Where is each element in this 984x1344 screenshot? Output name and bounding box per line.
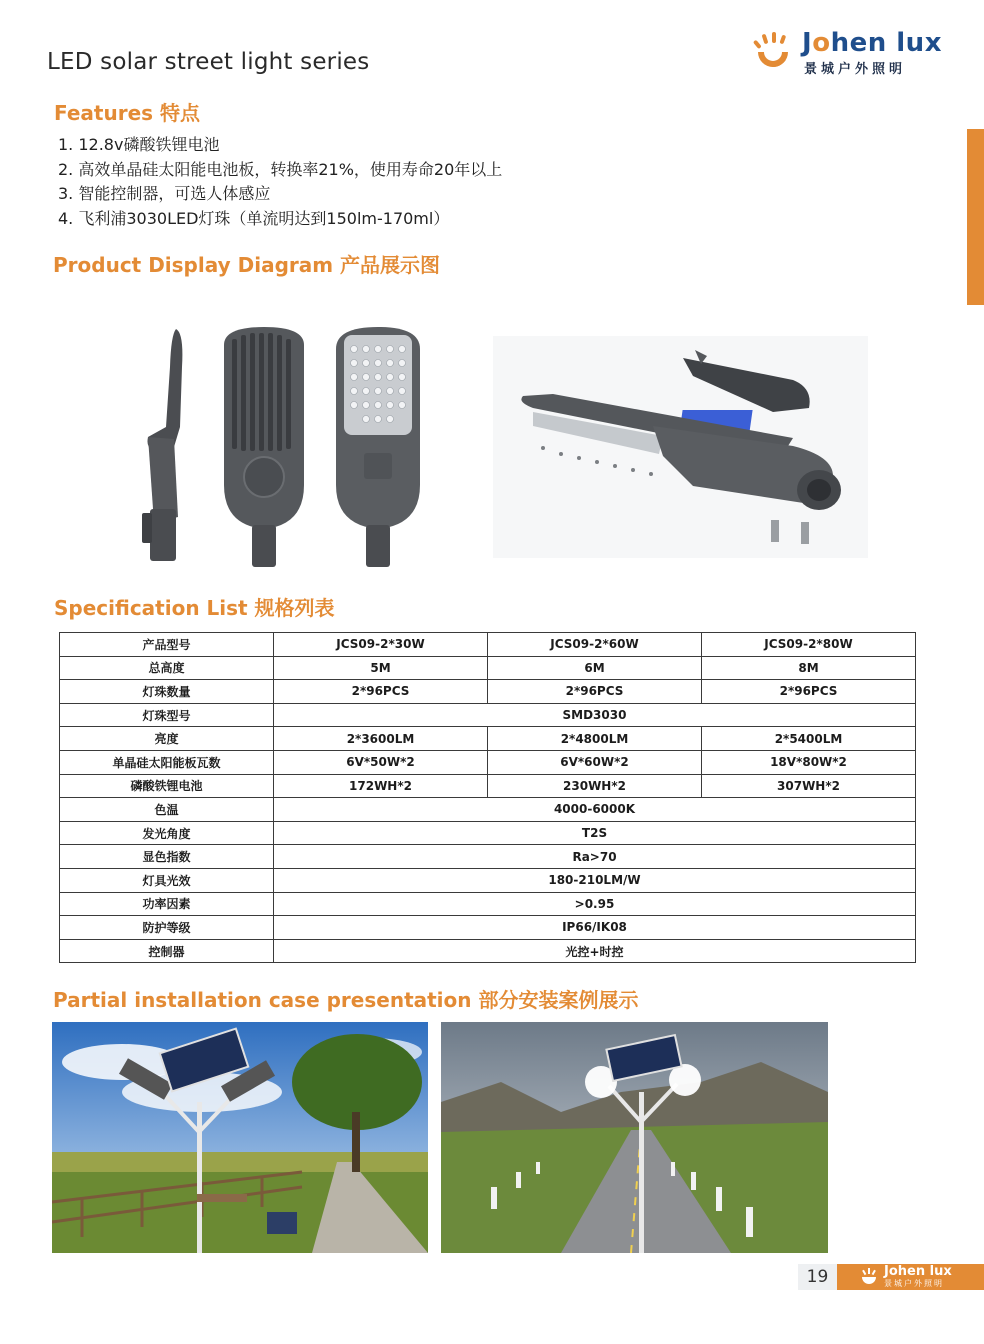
spec-value-cell: 2*3600LM: [274, 727, 488, 751]
spec-value-cell: 6V*50W*2: [274, 750, 488, 774]
spec-value-cell: 2*4800LM: [488, 727, 702, 751]
spec-table: [59, 632, 916, 963]
installation-case-photo-2: [441, 1022, 828, 1253]
spec-label-cell: 灯珠数量: [60, 680, 274, 704]
page-title: LED solar street light series: [47, 49, 370, 75]
spec-label-cell: 亮度: [60, 727, 274, 751]
spec-value-cell: 307WH*2: [702, 774, 916, 798]
product-back-view-image: [214, 325, 314, 568]
spec-row: [60, 703, 916, 727]
spec-row: [60, 916, 916, 940]
spec-value-cell: 光控+时控: [274, 939, 916, 963]
spec-value-cell: Ra>70: [274, 845, 916, 869]
page-number: 19: [798, 1264, 837, 1290]
spec-heading: Specification List 规格列表: [54, 596, 335, 620]
spec-label-cell: 磷酸铁锂电池: [60, 774, 274, 798]
spec-value-cell: SMD3030: [274, 703, 916, 727]
spec-row: [60, 656, 916, 680]
spec-value-cell: 8M: [702, 656, 916, 680]
footer-brand-subtitle: 景城户外照明: [884, 1279, 944, 1288]
spec-label-cell: 灯具光效: [60, 868, 274, 892]
spec-label-cell: 灯珠型号: [60, 703, 274, 727]
product-front-view-image: [328, 325, 428, 568]
spec-value-cell: 6V*60W*2: [488, 750, 702, 774]
spec-label-cell: 功率因素: [60, 892, 274, 916]
spec-row: [60, 939, 916, 963]
feature-item: 2. 高效单晶硅太阳能电池板，转换率21%，使用寿命20年以上: [58, 159, 503, 179]
case-heading: Partial installation case presentation 部分安装案例展示: [53, 988, 639, 1012]
spec-row: [60, 868, 916, 892]
spec-value-cell: 5M: [274, 656, 488, 680]
spec-value-cell: JCS09-2*30W: [274, 633, 488, 657]
spec-row: [60, 680, 916, 704]
feature-item: 4. 飞利浦3030LED灯珠（单流明达到150lm-170ml）: [58, 208, 450, 228]
spec-label-cell: 显色指数: [60, 845, 274, 869]
spec-label-cell: 发光角度: [60, 821, 274, 845]
brand-subtitle: 景城户外照明: [804, 62, 907, 77]
spec-label-cell: 色温: [60, 798, 274, 822]
spec-value-cell: 180-210LM/W: [274, 868, 916, 892]
spec-row: [60, 750, 916, 774]
spec-value-cell: 18V*80W*2: [702, 750, 916, 774]
spec-row: [60, 845, 916, 869]
spec-value-cell: 2*96PCS: [488, 680, 702, 704]
spec-row: [60, 633, 916, 657]
brand-logo: [752, 28, 952, 77]
spec-label-cell: 控制器: [60, 939, 274, 963]
spec-row: [60, 892, 916, 916]
spec-value-cell: JCS09-2*80W: [702, 633, 916, 657]
spec-value-cell: IP66/IK08: [274, 916, 916, 940]
sun-logo-icon: [859, 1267, 879, 1287]
brand-name: Johen lux: [802, 28, 942, 58]
footer-brand-logo: [837, 1264, 984, 1290]
spec-label-cell: 单晶硅太阳能板瓦数: [60, 750, 274, 774]
spec-label-cell: 产品型号: [60, 633, 274, 657]
spec-value-cell: 2*96PCS: [702, 680, 916, 704]
product-exploded-view-image: [493, 336, 868, 558]
spec-label-cell: 总高度: [60, 656, 274, 680]
footer-brand-name: Johen lux: [884, 1264, 952, 1279]
spec-value-cell: 2*96PCS: [274, 680, 488, 704]
feature-item: 1. 12.8v磷酸铁锂电池: [58, 135, 220, 154]
spec-row: [60, 727, 916, 751]
spec-value-cell: >0.95: [274, 892, 916, 916]
spec-value-cell: 230WH*2: [488, 774, 702, 798]
sun-logo-icon: [752, 30, 794, 74]
features-heading: Features 特点: [54, 101, 201, 125]
spec-value-cell: 4000-6000K: [274, 798, 916, 822]
side-accent-bar: [967, 129, 984, 305]
spec-value-cell: 6M: [488, 656, 702, 680]
feature-item: 3. 智能控制器，可选人体感应: [58, 184, 271, 203]
spec-label-cell: 防护等级: [60, 916, 274, 940]
spec-value-cell: 172WH*2: [274, 774, 488, 798]
features-list: [58, 133, 502, 231]
display-heading: Product Display Diagram 产品展示图: [53, 253, 441, 277]
spec-row: [60, 798, 916, 822]
product-side-view-image: [128, 327, 190, 567]
installation-case-photo-1: [52, 1022, 428, 1253]
spec-row: [60, 821, 916, 845]
spec-value-cell: 2*5400LM: [702, 727, 916, 751]
spec-row: [60, 774, 916, 798]
spec-value-cell: JCS09-2*60W: [488, 633, 702, 657]
spec-value-cell: T2S: [274, 821, 916, 845]
